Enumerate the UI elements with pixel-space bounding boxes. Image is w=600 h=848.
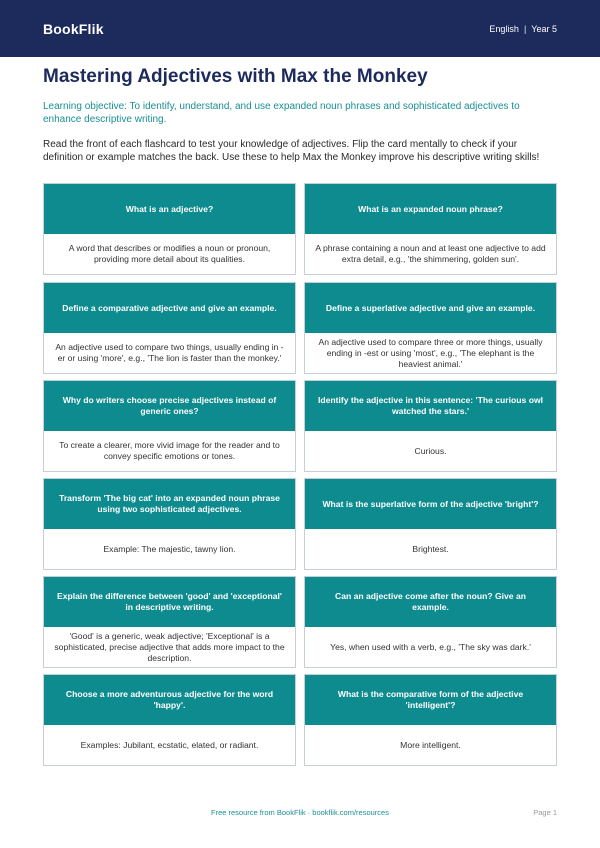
flashcard (304, 576, 557, 668)
footer-credit[interactable]: Free resource from BookFlik · bookflik.com/resources (211, 808, 389, 817)
flashcard-back: Brightest. (412, 543, 449, 554)
flashcard (304, 478, 557, 570)
flashcard-back: To create a clearer, more vivid image for the reader and to convey specific emotions or tones. (59, 440, 280, 461)
flashcard-front: What is the superlative form of the adjective 'bright'? (305, 479, 556, 529)
flashcard-front: Identify the adjective in this sentence: 'The curious owl watched the stars.' (305, 381, 556, 431)
flashcard-front: Define a comparative adjective and give an example. (44, 283, 295, 333)
flashcard-back: Yes, when used with a verb, e.g., 'The sky was dark.' (330, 641, 531, 652)
page-title: Mastering Adjectives with Max the Monkey (43, 66, 428, 87)
flashcard-front: Transform 'The big cat' into an expanded noun phrase using two sophisticated adjectives. (44, 479, 295, 529)
flashcard (304, 282, 557, 374)
flashcard-front: What is an expanded noun phrase? (305, 184, 556, 234)
flashcard (43, 576, 296, 668)
learning-objective: Learning objective: To identify, understand, and use expanded noun phrases and sophisticated adjectives to enhance descriptive writing. (43, 101, 520, 125)
subject-label: English (489, 23, 519, 34)
subject-year (489, 24, 557, 34)
flashcard (304, 380, 557, 472)
separator: | (523, 23, 527, 34)
year-label: Year 5 (531, 23, 557, 34)
flashcard-front: Explain the difference between 'good' and 'exceptional' in descriptive writing. (44, 577, 295, 627)
flashcard (304, 183, 557, 275)
flashcard (43, 478, 296, 570)
flashcard (43, 282, 296, 374)
flashcard (304, 674, 557, 766)
flashcard-back: An adjective used to compare two things, usually ending in -er or using 'more', e.g., 'The lion is faster than the monkey.' (55, 342, 284, 363)
flashcard-back: More intelligent. (400, 739, 461, 750)
page-header (0, 0, 600, 57)
flashcard (43, 674, 296, 766)
brand-logo[interactable]: BookFlik (43, 20, 104, 37)
flashcard-back: Examples: Jubilant, ecstatic, elated, or radiant. (80, 739, 259, 750)
flashcard-front: Define a superlative adjective and give an example. (305, 283, 556, 333)
flashcard-back: A phrase containing a noun and at least one adjective to add extra detail, e.g., 'the shimmering, golden sun'. (315, 243, 546, 264)
flashcard (43, 380, 296, 472)
flashcard-back: Example: The majestic, tawny lion. (103, 543, 236, 554)
flashcard-front: Choose a more adventurous adjective for the word 'happy'. (44, 675, 295, 725)
flashcard-front: What is the comparative form of the adjective 'intelligent'? (305, 675, 556, 725)
page-number: Page 1 (533, 808, 557, 817)
flashcard-front: Can an adjective come after the noun? Give an example. (305, 577, 556, 627)
flashcard-back: An adjective used to compare three or more things, usually ending in -est or using 'most', e.g., 'The elephant is the heaviest animal.' (318, 336, 543, 369)
flashcard-back: Curious. (414, 445, 447, 456)
flashcard-front: Why do writers choose precise adjectives instead of generic ones? (44, 381, 295, 431)
flashcard-back: 'Good' is a generic, weak adjective; 'Exceptional' is a sophisticated, precise adjective that adds more impact to the description. (54, 630, 285, 663)
instructions: Read the front of each flashcard to test your knowledge of adjectives. Flip the card mentally to check if your definition or example matches the back. Use these to help Max the Monkey improve his descriptive writing skills! (43, 139, 540, 163)
flashcard (43, 183, 296, 275)
flashcard-front: What is an adjective? (44, 184, 295, 234)
flashcard-back: A word that describes or modifies a noun or pronoun, providing more detail about its qualities. (68, 243, 271, 264)
